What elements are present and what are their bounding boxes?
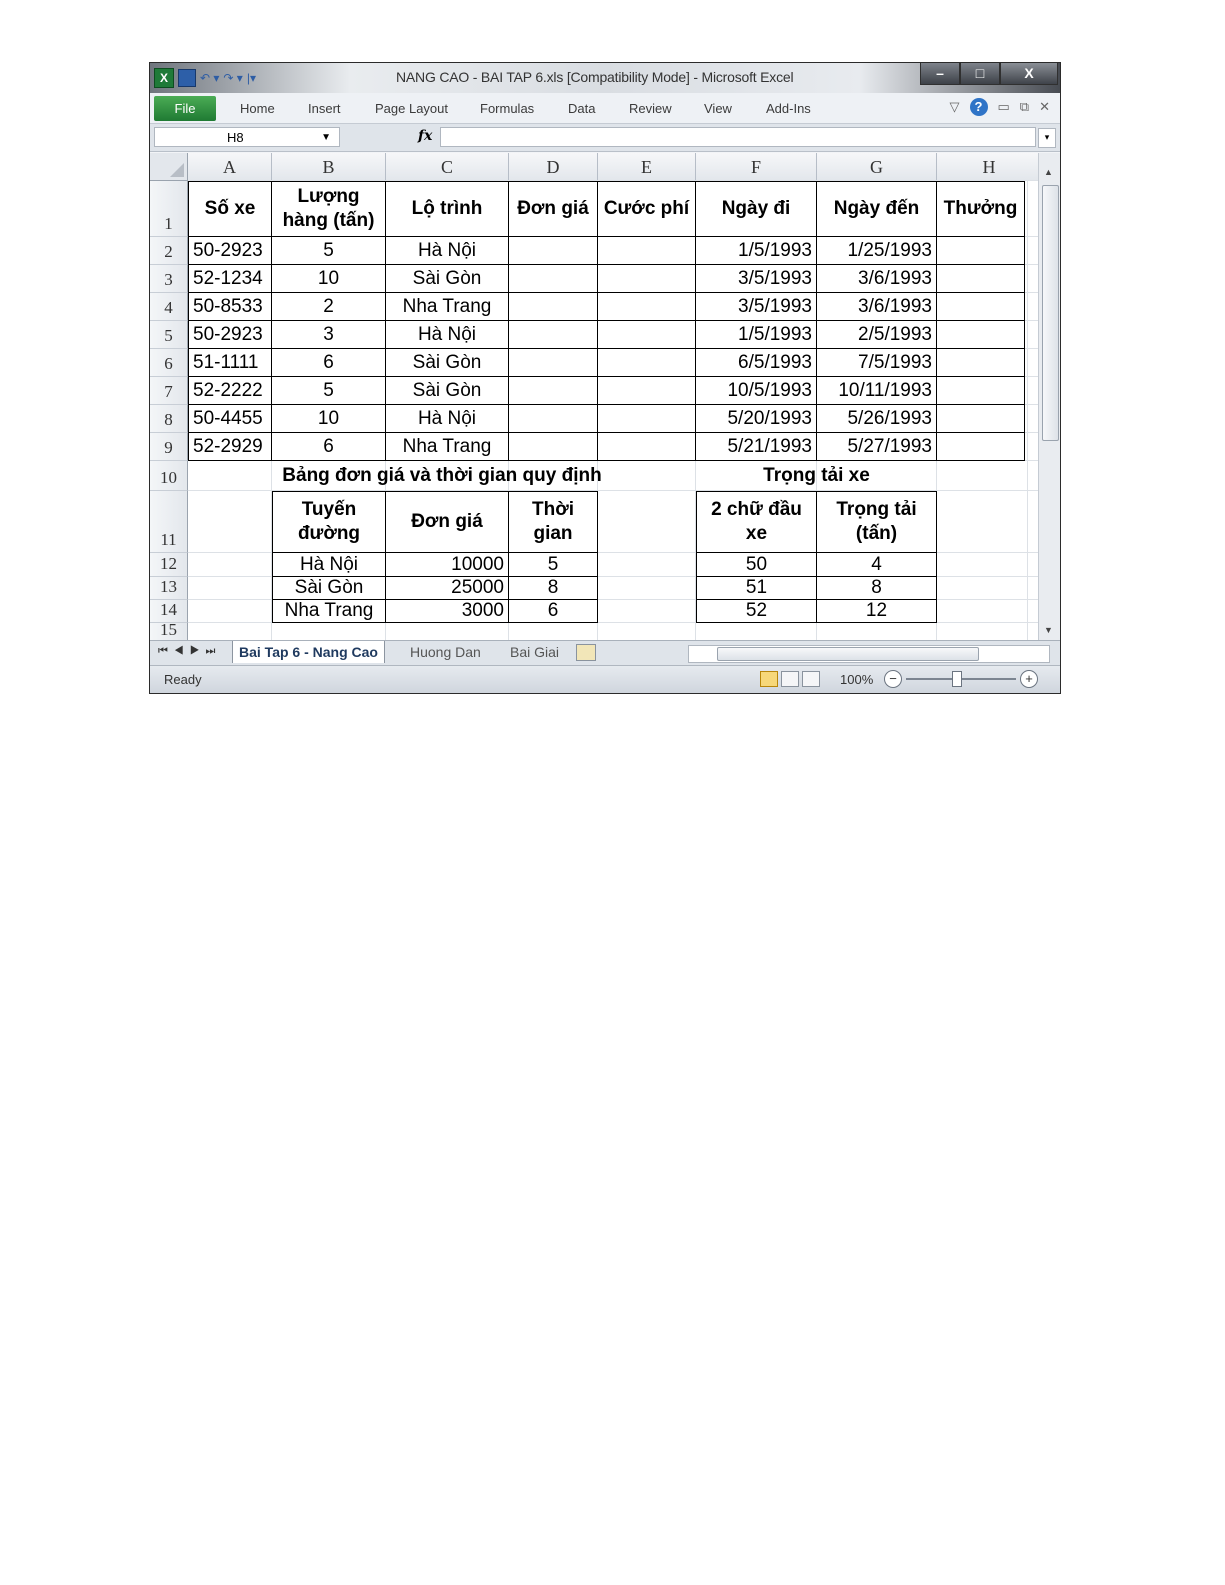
- horizontal-scroll-thumb[interactable]: [717, 647, 979, 661]
- price-header-cell[interactable]: Tuyến đường: [272, 491, 386, 553]
- price-cell[interactable]: 5: [509, 553, 598, 577]
- price-header-cell[interactable]: Thời gian: [509, 491, 598, 553]
- view-buttons: [760, 671, 820, 687]
- table-cell[interactable]: 6/5/1993: [696, 349, 817, 377]
- price-cell[interactable]: Nha Trang: [272, 600, 386, 623]
- sheet-tab-nang-cao[interactable]: Bai Tap 6 - Nang Cao: [232, 641, 385, 663]
- table-cell[interactable]: 5/20/1993: [696, 405, 817, 433]
- table-cell[interactable]: [509, 405, 598, 433]
- excel-logo-icon[interactable]: X: [154, 68, 174, 88]
- table-cell[interactable]: 10/5/1993: [696, 377, 817, 405]
- table-cell[interactable]: [509, 321, 598, 349]
- row-header-6[interactable]: [150, 349, 188, 377]
- row-number: 7: [164, 382, 173, 401]
- table-cell[interactable]: 50-2923: [188, 321, 272, 349]
- table-cell[interactable]: Sài Gòn: [386, 349, 509, 377]
- price-cell[interactable]: 8: [509, 577, 598, 600]
- table-cell[interactable]: 5/21/1993: [696, 433, 817, 461]
- row-header-4[interactable]: [150, 293, 188, 321]
- load-cell[interactable]: 51: [696, 577, 817, 600]
- sheet-tabs-bar: [150, 640, 1060, 665]
- tab-view[interactable]: View: [704, 101, 732, 116]
- vertical-scrollbar[interactable]: [1038, 153, 1061, 640]
- row-number: 5: [164, 326, 173, 345]
- table-cell[interactable]: 5: [272, 377, 386, 405]
- table-cell[interactable]: [937, 293, 1025, 321]
- maximize-button[interactable]: □: [960, 63, 1000, 85]
- table-cell[interactable]: [598, 265, 696, 293]
- load-cell[interactable]: 50: [696, 553, 817, 577]
- column-header-g[interactable]: G: [817, 153, 937, 181]
- worksheet-grid[interactable]: [150, 153, 1038, 640]
- ribbon-tabs: [150, 93, 1060, 124]
- table-cell[interactable]: [937, 377, 1025, 405]
- status-bar: [150, 665, 1060, 694]
- table-cell[interactable]: 6: [272, 433, 386, 461]
- table-cell[interactable]: [937, 405, 1025, 433]
- formula-bar: [150, 124, 1060, 152]
- row-number: 15: [160, 620, 177, 639]
- name-box[interactable]: [154, 127, 340, 147]
- table-cell[interactable]: [509, 265, 598, 293]
- table-cell[interactable]: [937, 321, 1025, 349]
- column-header-h[interactable]: H: [937, 153, 1038, 181]
- row-number: 8: [164, 410, 173, 429]
- table-cell[interactable]: 2/5/1993: [817, 321, 937, 349]
- header-cell[interactable]: Số xe: [188, 181, 272, 237]
- price-table-title: Bảng đơn giá và thời gian quy định: [282, 465, 602, 486]
- row-number: 13: [160, 577, 177, 596]
- minimize-ribbon-icon[interactable]: ▽: [949, 99, 960, 114]
- table-cell[interactable]: 50-2923: [188, 237, 272, 265]
- row-number: 14: [160, 600, 177, 619]
- row-header-12[interactable]: [150, 553, 188, 577]
- table-cell[interactable]: [598, 377, 696, 405]
- table-cell[interactable]: [598, 349, 696, 377]
- table-cell[interactable]: 1/5/1993: [696, 237, 817, 265]
- column-header-b[interactable]: B: [272, 153, 386, 181]
- excel-window: [149, 62, 1061, 694]
- price-cell[interactable]: Hà Nội: [272, 553, 386, 577]
- row-number: 12: [160, 554, 177, 573]
- formula-input[interactable]: [440, 127, 1036, 147]
- row-number: 4: [164, 298, 173, 317]
- table-cell[interactable]: 1/25/1993: [817, 237, 937, 265]
- table-cell[interactable]: Hà Nội: [386, 237, 509, 265]
- ribbon-right-icons: [950, 98, 1051, 116]
- column-header-a[interactable]: A: [188, 153, 272, 181]
- title-bar: [150, 63, 1060, 93]
- price-header-cell[interactable]: Đơn giá: [386, 491, 509, 553]
- table-cell[interactable]: [598, 433, 696, 461]
- table-cell[interactable]: Sài Gòn: [386, 265, 509, 293]
- row-header-13[interactable]: [150, 577, 188, 600]
- header-cell[interactable]: Lộ trình: [386, 181, 509, 237]
- header-cell[interactable]: Cước phí: [598, 181, 696, 237]
- tab-formulas[interactable]: Formulas: [480, 101, 535, 116]
- header-cell[interactable]: Đơn giá: [509, 181, 598, 237]
- column-header-f[interactable]: F: [696, 153, 817, 181]
- quick-access-toolbar: [154, 68, 256, 88]
- page-layout-view-icon[interactable]: [781, 671, 799, 687]
- select-all-corner[interactable]: [150, 153, 188, 181]
- page-break-view-icon[interactable]: [802, 671, 820, 687]
- table-cell[interactable]: [509, 377, 598, 405]
- table-cell[interactable]: 5: [272, 237, 386, 265]
- table-cell[interactable]: 52-2929: [188, 433, 272, 461]
- table-cell[interactable]: 1/5/1993: [696, 321, 817, 349]
- row-header-7[interactable]: [150, 377, 188, 405]
- tab-data[interactable]: Data: [568, 101, 596, 116]
- status-ready: Ready: [164, 672, 202, 687]
- price-cell[interactable]: 6: [509, 600, 598, 623]
- table-cell[interactable]: 5/27/1993: [817, 433, 937, 461]
- table-cell[interactable]: [598, 237, 696, 265]
- zoom-in-icon[interactable]: +: [1020, 670, 1038, 688]
- save-icon[interactable]: [178, 69, 196, 87]
- header-cell[interactable]: Thưởng: [937, 181, 1025, 237]
- price-cell[interactable]: 25000: [386, 577, 509, 600]
- table-cell[interactable]: 10/11/1993: [817, 377, 937, 405]
- table-cell[interactable]: 6: [272, 349, 386, 377]
- table-cell[interactable]: 52-1234: [188, 265, 272, 293]
- table-cell[interactable]: 10: [272, 265, 386, 293]
- table-cell[interactable]: [509, 237, 598, 265]
- column-header-c[interactable]: C: [386, 153, 509, 181]
- table-cell[interactable]: [598, 321, 696, 349]
- window-title: NANG CAO - BAI TAP 6.xls [Compatibility Mode] - Microsoft Excel: [396, 69, 794, 85]
- expand-formula-bar-icon[interactable]: ▾: [1038, 128, 1056, 148]
- table-cell[interactable]: 5/26/1993: [817, 405, 937, 433]
- window-controls: [920, 63, 1058, 85]
- table-cell[interactable]: [598, 293, 696, 321]
- scroll-down-icon[interactable]: ▼: [1044, 625, 1053, 635]
- table-cell[interactable]: 50-8533: [188, 293, 272, 321]
- table-cell[interactable]: [937, 349, 1025, 377]
- table-cell[interactable]: [598, 405, 696, 433]
- header-cell[interactable]: Ngày đi: [696, 181, 817, 237]
- table-cell[interactable]: Nha Trang: [386, 293, 509, 321]
- header-cell[interactable]: Ngày đến: [817, 181, 937, 237]
- table-cell[interactable]: 52-2222: [188, 377, 272, 405]
- tab-add-ins[interactable]: Add-Ins: [766, 101, 811, 116]
- header-cell[interactable]: Lượng hàng (tấn): [272, 181, 386, 237]
- horizontal-scrollbar[interactable]: [688, 645, 1050, 663]
- table-cell[interactable]: [509, 433, 598, 461]
- customize-qat-icon[interactable]: |▾: [246, 71, 256, 85]
- row-number: 3: [164, 270, 173, 289]
- load-table-title: Trọng tải xe: [763, 465, 870, 486]
- name-box-value: H8: [227, 130, 244, 145]
- table-cell[interactable]: Hà Nội: [386, 321, 509, 349]
- tab-page-layout[interactable]: Page Layout: [375, 101, 449, 116]
- table-cell[interactable]: [937, 265, 1025, 293]
- undo-icon[interactable]: ↶ ▾: [200, 71, 220, 85]
- row-number: 6: [164, 354, 173, 373]
- zoom-slider-thumb[interactable]: [952, 671, 962, 687]
- row-header-1[interactable]: [150, 181, 188, 237]
- table-cell[interactable]: Hà Nội: [386, 405, 509, 433]
- minimize-button[interactable]: –: [920, 63, 960, 85]
- zoom-level[interactable]: 100%: [840, 672, 874, 687]
- load-cell[interactable]: 4: [817, 553, 937, 577]
- vertical-scroll-thumb[interactable]: [1042, 185, 1059, 441]
- insert-function-icon[interactable]: fx: [418, 128, 433, 144]
- row-header-8[interactable]: [150, 405, 188, 433]
- sheet-tab-bai-giai[interactable]: Bai Giai: [510, 644, 560, 660]
- row-number: 2: [164, 242, 173, 261]
- sheet-tab-huong-dan[interactable]: Huong Dan: [410, 644, 481, 660]
- table-cell[interactable]: [937, 433, 1025, 461]
- table-cell[interactable]: 3: [272, 321, 386, 349]
- redo-icon[interactable]: ↷ ▾: [223, 71, 243, 85]
- table-cell[interactable]: [509, 349, 598, 377]
- row-number: 11: [160, 530, 177, 549]
- chevron-down-icon[interactable]: ▼: [321, 132, 331, 143]
- close-button[interactable]: X: [1000, 63, 1058, 85]
- row-header-2[interactable]: [150, 237, 188, 265]
- table-cell[interactable]: 3/6/1993: [817, 293, 937, 321]
- row-header-9[interactable]: [150, 433, 188, 461]
- load-header-cell[interactable]: Trọng tải (tấn): [817, 491, 937, 553]
- row-header-3[interactable]: [150, 265, 188, 293]
- table-cell[interactable]: 51-1111: [188, 349, 272, 377]
- workbook-restore-icon[interactable]: ⧉: [1019, 99, 1030, 114]
- workbook-minimize-icon[interactable]: ▭: [997, 99, 1010, 114]
- column-header-e[interactable]: E: [598, 153, 696, 181]
- normal-view-icon[interactable]: [760, 671, 778, 687]
- zoom-out-icon[interactable]: −: [884, 670, 902, 688]
- table-cell[interactable]: Nha Trang: [386, 433, 509, 461]
- table-cell[interactable]: 10: [272, 405, 386, 433]
- table-cell[interactable]: [509, 293, 598, 321]
- row-number: 10: [160, 468, 177, 487]
- load-cell[interactable]: 12: [817, 600, 937, 623]
- table-cell[interactable]: 3/5/1993: [696, 265, 817, 293]
- price-cell[interactable]: 3000: [386, 600, 509, 623]
- price-cell[interactable]: 10000: [386, 553, 509, 577]
- load-cell[interactable]: 52: [696, 600, 817, 623]
- help-icon[interactable]: ?: [970, 98, 988, 116]
- row-header-15[interactable]: [150, 620, 188, 640]
- workbook-close-icon[interactable]: ✕: [1039, 99, 1050, 114]
- tab-insert[interactable]: Insert: [308, 101, 341, 116]
- insert-sheet-icon[interactable]: [576, 644, 596, 661]
- table-cell[interactable]: 3/6/1993: [817, 265, 937, 293]
- gridline: [1027, 181, 1028, 640]
- table-cell[interactable]: [937, 237, 1025, 265]
- table-cell[interactable]: 7/5/1993: [817, 349, 937, 377]
- row-number: 9: [164, 438, 173, 457]
- row-header-10[interactable]: [150, 461, 188, 491]
- row-header-11[interactable]: [150, 491, 188, 553]
- tab-home[interactable]: Home: [240, 101, 275, 116]
- scroll-up-icon[interactable]: ▲: [1044, 167, 1053, 177]
- price-cell[interactable]: Sài Gòn: [272, 577, 386, 600]
- tab-review[interactable]: Review: [629, 101, 672, 116]
- table-cell[interactable]: 50-4455: [188, 405, 272, 433]
- tab-file[interactable]: File: [154, 96, 216, 121]
- load-header-cell[interactable]: 2 chữ đầu xe: [696, 491, 817, 553]
- table-cell[interactable]: 2: [272, 293, 386, 321]
- table-cell[interactable]: 3/5/1993: [696, 293, 817, 321]
- row-number: 1: [164, 214, 173, 233]
- sheet-nav-icons[interactable]: ⏮◀▶⏭: [158, 645, 222, 657]
- table-cell[interactable]: Sài Gòn: [386, 377, 509, 405]
- row-header-5[interactable]: [150, 321, 188, 349]
- load-cell[interactable]: 8: [817, 577, 937, 600]
- column-header-d[interactable]: D: [509, 153, 598, 181]
